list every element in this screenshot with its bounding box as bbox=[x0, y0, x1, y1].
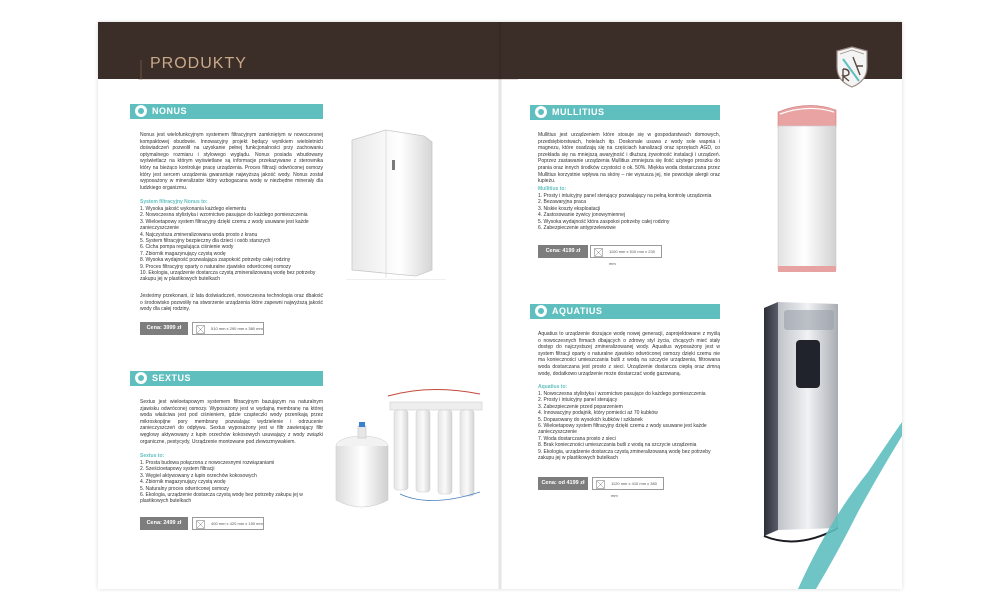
bullet-icon bbox=[535, 305, 547, 317]
feature-item: 6. Ekologia, urządzenie dostarcza czystą wodę bez potrzeby zakupu jej w plastikowych butelkach bbox=[140, 492, 303, 505]
sextus-product-image bbox=[330, 382, 490, 532]
feature-item: 2. Prosty i intuicyjny panel sterujący bbox=[538, 397, 618, 404]
mullitius-features bbox=[538, 193, 720, 231]
sextus-dimensions-text: 400 mm x 420 mm x 150 mm bbox=[211, 521, 263, 526]
mullitius-dimensions-text: 1100 mm x 510 mm x 230 mm bbox=[609, 249, 655, 266]
feature-item: 5. Naturalny proces odwróconej osmozy bbox=[140, 485, 229, 492]
feature-item: 6. Cicha pompa regulująca ciśnienie wody bbox=[140, 244, 234, 251]
feature-item: 4. Innowacyjny podajnik, który pomieści aż 70 kubków bbox=[538, 410, 658, 417]
aquatius-price: Cena: od 4199 zł bbox=[538, 477, 588, 490]
sextus-banner bbox=[130, 371, 323, 386]
mullitius-banner bbox=[530, 105, 720, 120]
sextus-features bbox=[140, 460, 308, 505]
nonus-product-image bbox=[346, 120, 446, 280]
feature-item: 4. Zastosowanie żywicy jonowymiennej bbox=[538, 212, 625, 219]
nonus-features bbox=[140, 206, 323, 283]
dimensions-icon bbox=[594, 248, 603, 257]
brochure-spread bbox=[98, 22, 902, 589]
header-underline bbox=[138, 60, 518, 80]
feature-item: 6. Zabezpieczenie antyprzelewowe bbox=[538, 225, 616, 232]
mullitius-features-title: Mullitius to: bbox=[538, 186, 567, 192]
aquatius-dimensions bbox=[592, 477, 664, 498]
feature-item: 5. Dopasowany do wysokich kubków i szklanek bbox=[538, 416, 643, 423]
feature-item: 7. Woda dostarczana prosto z sieci bbox=[538, 435, 616, 442]
bullet-icon bbox=[135, 105, 147, 117]
aquatius-title: AQUATIUS bbox=[552, 306, 603, 316]
feature-item: 1. Prosta budowa połączona z nowoczesnymi rozwiązaniami bbox=[140, 460, 275, 466]
sextus-features-title: Sextus to: bbox=[140, 453, 165, 459]
nonus-description: Nonus jest wielofunkcyjnym systemem filtracyjnym zamkniętym w nowoczesnej kompaktowej obudowie. Innowacyjny projekt będący wynikiem wieloletnich doświadczeń pozwolił na uzyskanie pełnej funkcjonalności przy zachowaniu optymalnego rozmiaru i stylowego wyglądu. Nonus posiada wbudowany wyświetlacz na którym wyświetlane są informacje przekazywane z sterownika który na bieżąco kontroluje pracę urządzenia. Proces filtracji odwróconej osmozy który jest sercem urządzenia gwarantuje najwyższą jakość wody. Nonus został wyposażony w mineralizator który wzbogacana wodę w niezbędne minerały dla ludzkiego organizmu. bbox=[140, 132, 323, 191]
sextus-title: SEXTUS bbox=[152, 373, 192, 383]
feature-item: 8. Brak konieczności umieszczania butli z wodą na szczycie urządzenia bbox=[538, 442, 697, 449]
feature-item: 2. Bezawaryjna praca bbox=[538, 199, 587, 206]
aquatius-dimensions-text: 1120 mm x 410 mm x 380 mm bbox=[611, 481, 657, 498]
sextus-price: Cena: 2499 zł bbox=[140, 517, 188, 530]
bullet-icon bbox=[535, 106, 547, 118]
bullet-icon bbox=[135, 372, 147, 384]
mullitius-description: Mullitius jest urządzeniem które stosuje się w gospodarstwach domowych, przedsiębiorstwach, hotelach itp. Doskonale usuwa z wody sole wapnia i magnezu, które osadzają się na częściach kanalizacji oraz sprzętach AGD, co przekłada się na mniejszą awaryjność i dłuższą żywotność instalacji i urządzeń. Poprzez zastawanie urządzenia Mullitius zmniejsza się ilość użytego proszku do prania oraz innych środków czystości o ok. 50%. Miękka woda dostarczana przez Mullitius korzystnie wpływa na skórę – nie wysusza jej, nie powoduje alergii oraz łupieżu. bbox=[538, 132, 720, 185]
aquatius-banner bbox=[530, 304, 720, 319]
feature-item: 8. Wysoka wydajność pozwalająca zaspokoić potrzeby całej rodziny bbox=[140, 257, 291, 264]
aquatius-description: Aquatius to urządzenie dozujące wodę nowej generacji, zaprojektowane z myślą o nowoczesnych firmach dbających o zdrowy styl życia, chcących mieć stały dostęp do najczystszej zmineralizowanej wody. Aquatius wyposażony jest w system filtracji oparty o naturalne zjawisko odwróconej osmozy dzięki czemu nie ma konieczności umieszczania butli z wodą na szczycie urządzenia, filtrowana woda dostarczana jest prosto z sieci. Urządzenie dostarcza ciepłą oraz zimną wodę, dodatkowo urządzenie może dostarczać wodę gazowaną. bbox=[538, 331, 720, 377]
brand-logo-icon bbox=[833, 45, 871, 89]
decorative-swoosh bbox=[788, 402, 902, 589]
feature-item: 1. Prosty i intuicyjny panel sterujący pozwalający na pełną kontrolę urządzenia bbox=[538, 193, 712, 199]
aquatius-features bbox=[538, 391, 720, 461]
nonus-dimensions-text: 510 mm x 290 mm x 380 mm bbox=[211, 326, 263, 331]
feature-item: 2. Nowoczesna stylistyka i wzornictwo pasujące do każdego pomieszczenia bbox=[140, 212, 308, 219]
feature-item: 2. Sześcioetapowy system filtracji bbox=[140, 466, 215, 473]
page-gutter bbox=[498, 22, 502, 589]
nonus-closing: Jesteśmy przekonani, iż lata doświadczeń, nowoczesna technologia oraz dbałość o środowisko pozwoliły na stworzenie urządzenia które zapewni najwyższą jakość wody dla całej rodziny. bbox=[140, 293, 323, 313]
dimensions-icon bbox=[596, 480, 605, 489]
dimensions-icon bbox=[196, 520, 205, 529]
sextus-dimensions bbox=[192, 517, 264, 530]
feature-item: 1. Wysoka jakość wykonania każdego elementu bbox=[140, 206, 247, 212]
dimensions-icon bbox=[196, 325, 205, 334]
feature-item: 4. Zbiornik magazynujący czystą wodę bbox=[140, 479, 226, 486]
mullitius-dimensions bbox=[590, 245, 662, 266]
sextus-description: Sextus jest wieloetapowym systemem filtracyjnym bazującym na naturalnym zjawisku odwróconej osmozy. Wyposażony jest w wydajną membranę na której woda właściwa jest pod ciśnieniem, gdzie cząsteczki wody przenikają przez mikroskopijne pory membrany pozwalając wydzielenie i odrzucenie zanieczyszczeń do odpływu. Sextus wyposażony jest w filtr zawierający filtr węglowy aktywowany z łupin orzechów kokosowych usuwający z wody związki organiczne, pestycydy. Urządzenie montowane pod zlewozmywakiem. bbox=[140, 399, 323, 445]
aquatius-features-title: Aquatius to: bbox=[538, 384, 568, 390]
nonus-price: Cena: 3999 zł bbox=[140, 322, 188, 335]
feature-item: 3. Zabezpieczenie przed poparzeniem bbox=[538, 403, 623, 410]
page-title: PRODUKTY bbox=[150, 55, 247, 72]
feature-item: 5. System filtracyjny bezpieczny dla dzieci i osób starszych bbox=[140, 238, 271, 245]
mullitius-price: Cena: 4199 zł bbox=[538, 245, 588, 258]
feature-item: 10. Ekologia, urządzenie dostarcza czystą zmineralizowaną wodę bez potrzeby zakupu jej w plastikowych butelkach bbox=[140, 270, 316, 283]
feature-item: 3. Niskie koszty eksploatacji bbox=[538, 205, 601, 212]
mullitius-product-image bbox=[768, 98, 848, 278]
nonus-dimensions bbox=[192, 322, 264, 335]
nonus-features-title: System filtracyjny Nonus to: bbox=[140, 199, 208, 205]
feature-item: 1. Nowoczesna stylistyka i wzornictwo pasujące do każdego pomieszczenia bbox=[538, 391, 706, 397]
mullitius-title: MULLITIUS bbox=[552, 107, 605, 117]
feature-item: 3. Węgiel aktywowany z łupin orzechów kokosowych bbox=[140, 472, 257, 479]
feature-item: 9. Ekologia, urządzenie dostarcza czystą zmineralizowaną wodę bez potrzeby zakupu jej w plastikowych butelkach bbox=[538, 448, 711, 462]
feature-item: 7. Zbiornik magazynujący czystą wodę bbox=[140, 250, 226, 257]
nonus-title: NONUS bbox=[152, 106, 188, 116]
feature-item: 3. Wieloetapowy system filtracyjny dzięki czemu z wody usuwane jest każde zanieczyszczenie bbox=[140, 218, 309, 232]
feature-item: 5. Wysoka wydajność która zaspokoi potrzeby całej rodziny bbox=[538, 218, 670, 225]
feature-item: 4. Najczystsza zmineralizowana woda prosto z kranu bbox=[140, 231, 258, 238]
feature-item: 9. Proces filtracyjny oparty o naturalne zjawisko odwróconej osmozy bbox=[140, 263, 291, 270]
nonus-banner bbox=[130, 104, 323, 119]
feature-item: 6. Wieloetapowy system filtracyjny dzięki czemu z wody usuwane jest każde zanieczyszczenie bbox=[538, 423, 707, 436]
